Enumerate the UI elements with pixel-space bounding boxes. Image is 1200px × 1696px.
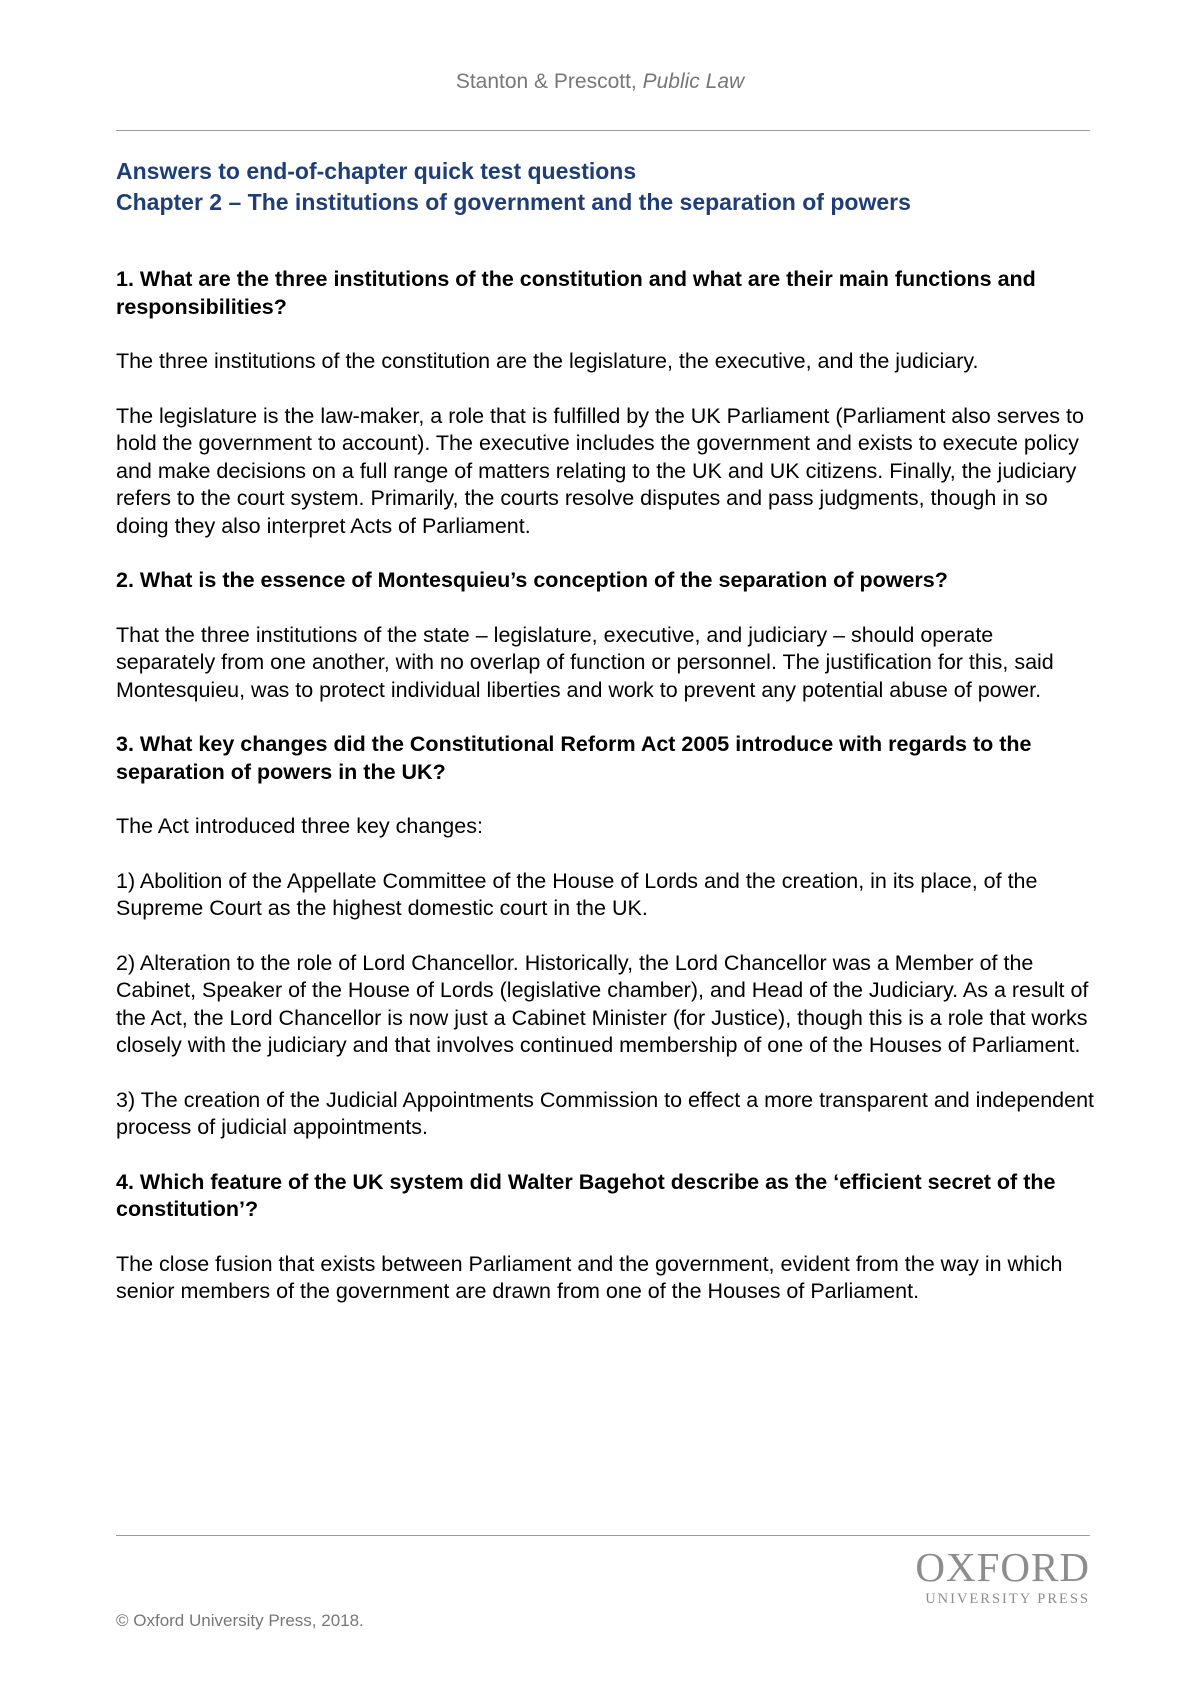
- document-body: [116, 266, 1096, 1333]
- question-4: 4. Which feature of the UK system did Walter Bagehot describe as the ‘efficient secret of the constitution’?: [116, 1169, 1056, 1221]
- footer-divider: [116, 1535, 1090, 1536]
- document-title: [116, 156, 1096, 218]
- question-3: 3. What key changes did the Constitutional Reform Act 2005 introduce with regards to the separation of powers in the UK?: [116, 732, 1032, 784]
- answer-3-paragraph-4: 3) The creation of the Judicial Appointments Commission to effect a more transparent and independent process of judicial appointments.: [116, 1087, 1095, 1139]
- answer-1-paragraph-1: The three institutions of the constitution are the legislature, the executive, and the judiciary.: [116, 349, 979, 373]
- title-line-1: Answers to end-of-chapter quick test questions: [116, 158, 637, 184]
- oxford-logo: [880, 1545, 1090, 1609]
- header-authors: Stanton & Prescott,: [455, 70, 637, 93]
- logo-main-text: OXFORD: [915, 1544, 1090, 1590]
- answer-3-paragraph-1: The Act introduced three key changes:: [116, 814, 483, 838]
- answer-3-paragraph-3: 2) Alteration to the role of Lord Chancellor. Historically, the Lord Chancellor was a Member of the Cabinet, Speaker of the House of Lords (legislative chamber), and Head of the Judiciary. As a result of the Act, the Lord Chancellor is now just a Cabinet Minister (for Justice), though this is a role that works closely with the judiciary and that involves continued membership of one of the Houses of Parliament.: [116, 950, 1089, 1057]
- answer-1-paragraph-2: The legislature is the law-maker, a role that is fulfilled by the UK Parliament (Parliament also serves to hold the government to account). The executive includes the government and exists to execute policy and make decisions on a full range of matters relating to the UK and UK citizens. Finally, the judiciary refers to the court system. Primarily, the courts resolve disputes and pass judgments, though in so doing they also interpret Acts of Parliament.: [116, 403, 1084, 538]
- answer-4-paragraph-1: The close fusion that exists between Parliament and the government, evident from the way in which senior members of the government are drawn from one of the Houses of Parliament.: [116, 1251, 1063, 1303]
- question-2: 2. What is the essence of Montesquieu’s conception of the separation of powers?: [116, 568, 948, 592]
- answer-3-paragraph-2: 1) Abolition of the Appellate Committee of the House of Lords and the creation, in its place, of the Supreme Court as the highest domestic court in the UK.: [116, 868, 1038, 920]
- page-header: [0, 70, 1200, 94]
- header-divider: [116, 130, 1090, 131]
- header-book-title: Public Law: [642, 70, 745, 93]
- question-1: 1. What are the three institutions of the constitution and what are their main functions and responsibilities?: [116, 267, 1036, 319]
- title-line-2: Chapter 2 – The institutions of government and the separation of powers: [116, 189, 911, 215]
- logo-sub-text: UNIVERSITY PRESS: [925, 1591, 1090, 1607]
- answer-2-paragraph-1: That the three institutions of the state – legislature, executive, and judiciary – should operate separately from one another, with no overlap of function or personnel. The justification for this, said Montesquieu, was to protect individual liberties and work to prevent any potential abuse of power.: [116, 622, 1054, 702]
- copyright-notice: © Oxford University Press, 2018.: [116, 1611, 364, 1630]
